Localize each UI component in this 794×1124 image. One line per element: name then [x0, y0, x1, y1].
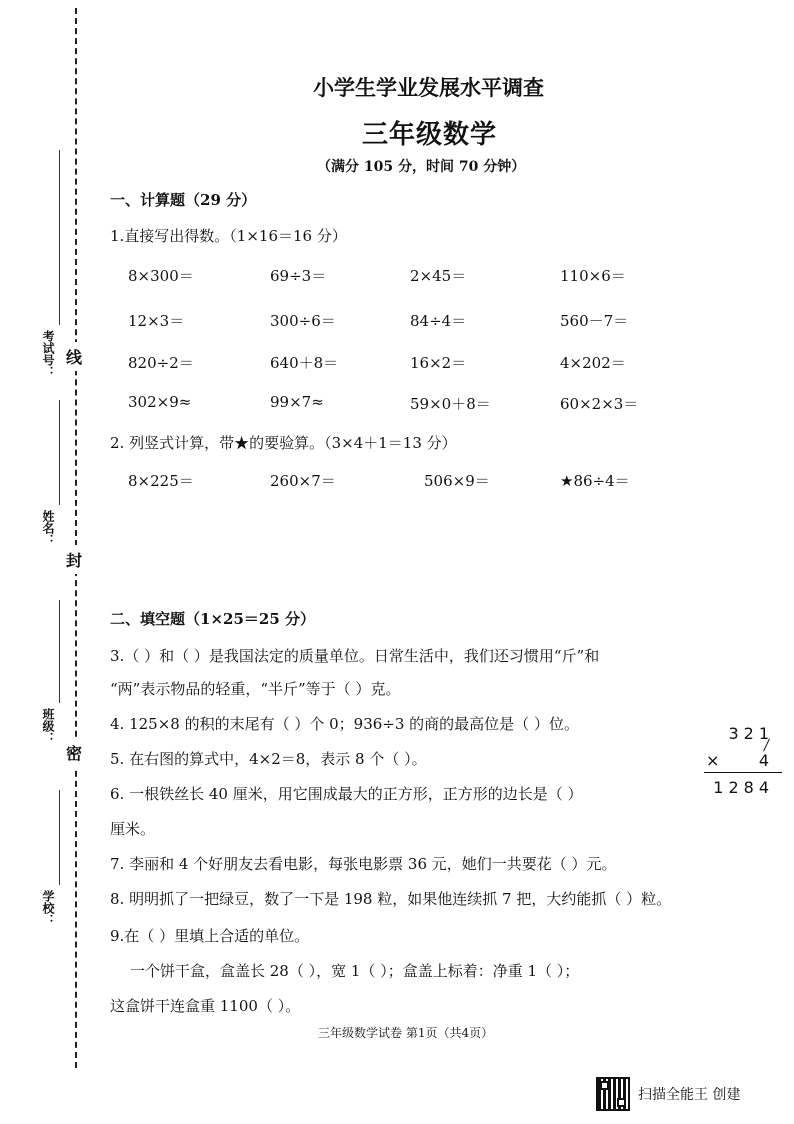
q1-item: 69÷3＝: [270, 267, 327, 285]
q2-item: 506×9＝: [424, 472, 490, 490]
q1-title: 1.直接写出得数。（1×16＝16 分）: [110, 227, 347, 245]
q3-line2: “两”表示物品的轻重，“半斤”等于（ ）克。: [110, 680, 401, 698]
binding-mark-feng: 封: [66, 545, 82, 574]
q1-item: 60×2×3＝: [560, 395, 639, 413]
section1-title: 一、计算题（29 分）: [110, 191, 257, 209]
q1-item: 8×300＝: [128, 267, 194, 285]
q9-line3: 这盒饼干连盒重 1100（ ）。: [110, 997, 301, 1015]
q1-item: 59×0＋8＝: [410, 395, 491, 413]
q1-item: 820÷2＝: [128, 354, 194, 372]
q2-title: 2. 列竖式计算，带★的要验算。（3×4＋1＝13 分）: [110, 434, 457, 452]
q1-item: 2×45＝: [410, 267, 467, 285]
q9-line2: 一个饼干盒，盒盖长 28（ ），宽 1（ ）；盒盖上标着：净重 1（ ）；: [130, 962, 580, 980]
school-field[interactable]: [59, 790, 60, 885]
q1-item: 84÷4＝: [410, 312, 467, 330]
binding-dashed-line: [75, 8, 77, 1068]
q1-item: 640＋8＝: [270, 354, 339, 372]
name-label: 姓名：: [41, 510, 55, 546]
q4: 4. 125×8 的积的末尾有（ ）个 0；936÷3 的商的最高位是（ ）位。: [110, 715, 579, 733]
exam-info: （满分 105 分，时间 70 分钟）: [317, 159, 526, 175]
q1-item: 302×9≈: [128, 393, 192, 411]
q6-line2: 厘米。: [110, 820, 156, 838]
binding-mark-mi: 密: [66, 738, 82, 767]
binding-mark-xian: 线: [66, 342, 82, 371]
mult-top-number: 321: [728, 724, 774, 743]
mult-result: 1284: [713, 778, 774, 797]
q1-item: 99×7≈: [270, 393, 324, 411]
subject-title: 三年级数学: [362, 120, 498, 150]
section2-title: 二、填空题（1×25＝25 分）: [110, 610, 315, 628]
q7: 7. 李丽和 4 个好朋友去看电影，每张电影票 36 元，她们一共要花（ ）元。: [110, 855, 617, 873]
class-label: 班级：: [41, 708, 55, 744]
class-field[interactable]: [59, 600, 60, 703]
q3-line1: 3.（ ）和（ ）是我国法定的质量单位。日常生活中，我们还习惯用“斤”和: [110, 647, 600, 665]
mult-multiplier: 4: [758, 751, 774, 770]
exam-number-label: 考试号：: [41, 330, 55, 378]
scanner-brand: 扫描全能王 创建: [638, 1087, 741, 1103]
school-label: 学校：: [41, 890, 55, 926]
page-info: 三年级数学试卷 第1页（共4页）: [318, 1026, 494, 1040]
q1-item: 16×2＝: [410, 354, 467, 372]
q9-line1: 9.在（ ）里填上合适的单位。: [110, 927, 310, 945]
exam-number-field[interactable]: [59, 150, 60, 325]
vertical-multiplication: [702, 724, 782, 804]
q1-item: 12×3＝: [128, 312, 185, 330]
q1-item: 4×202＝: [560, 354, 626, 372]
mult-operator: ×: [706, 751, 725, 770]
q6-line1: 6. 一根铁丝长 40 厘米，用它围成最大的正方形，正方形的边长是（ ）: [110, 785, 583, 803]
q8: 8. 明明抓了一把绿豆，数了一下是 198 粒，如果他连续抓 7 把，大约能抓（ ）粒。: [110, 890, 672, 908]
q1-item: 560－7＝: [560, 312, 629, 330]
q1-item: 110×6＝: [560, 267, 626, 285]
q1-item: 300÷6＝: [270, 312, 336, 330]
q2-item: ★86÷4＝: [560, 472, 630, 490]
q2-item: 260×7＝: [270, 472, 336, 490]
survey-title: 小学生学业发展水平调查: [313, 76, 544, 100]
q5: 5. 在右图的算式中，4×2＝8，表示 8 个（ ）。: [110, 750, 427, 768]
q2-item: 8×225＝: [128, 472, 194, 490]
mult-rule: [704, 772, 782, 773]
qr-code-icon: [596, 1077, 630, 1111]
name-field[interactable]: [59, 400, 60, 505]
